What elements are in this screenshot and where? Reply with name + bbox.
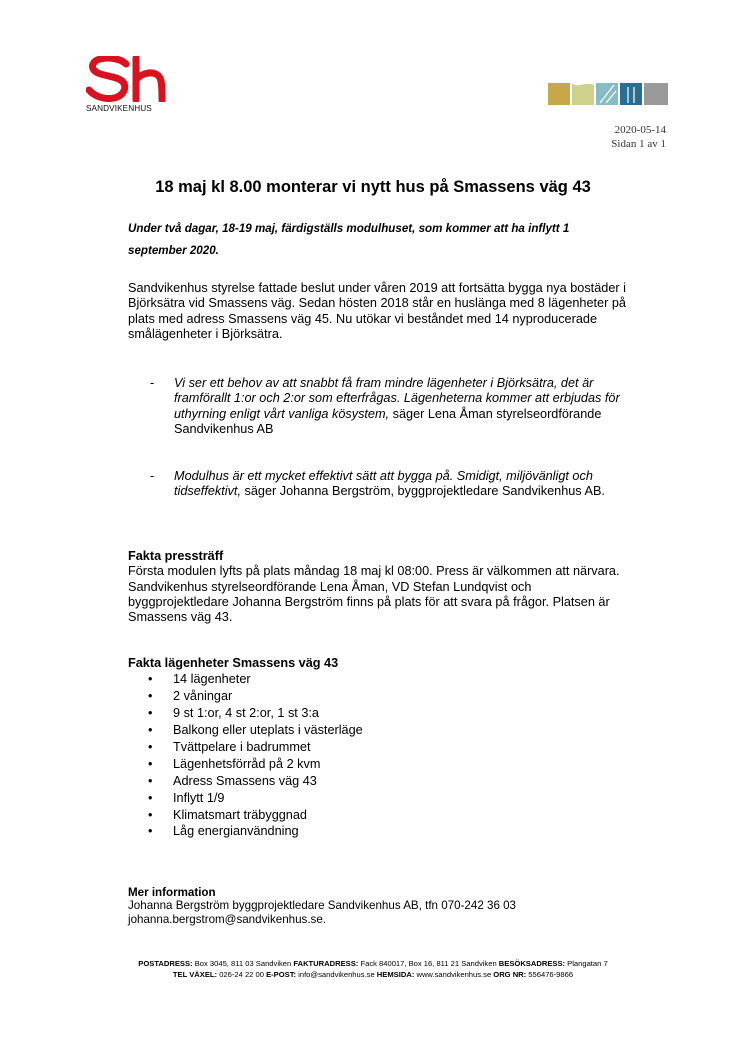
strip-block-gray bbox=[644, 83, 668, 105]
press-section bbox=[128, 549, 628, 625]
quote-dash: - bbox=[150, 376, 155, 390]
email-label: E-POST: bbox=[266, 970, 297, 979]
list-item: • Adress Smassens väg 43 bbox=[128, 773, 628, 790]
page-number: Sidan 1 av 1 bbox=[611, 138, 666, 150]
footer bbox=[0, 958, 746, 980]
quote-lena-aman bbox=[150, 376, 630, 437]
body-paragraph: Sandvikenhus styrelse fattade beslut under våren 2019 att fortsätta bygga nya bostäder i Björksätra vid Smassens väg. Sedan hösten 2018 står en huslänga med 8 lägenheter på plats med adress Smassens väg 45. Nu utökar vi beståndet med 14 nyproducerade smålägenheter i Björksätra. bbox=[128, 281, 626, 341]
brand-color-strip bbox=[548, 79, 668, 105]
more-info-heading: Mer information bbox=[128, 886, 216, 899]
list-item: • 9 st 1:or, 4 st 2:or, 1 st 3:a bbox=[128, 705, 628, 722]
postal-address: Box 3045, 811 03 Sandviken bbox=[192, 959, 294, 968]
press-text: Första modulen lyfts på plats måndag 18 maj kl 08:00. Press är välkommen att närvara. Sandvikenhus styrelseordförande Lena Åman, VD Stefan Lundqvist och byggprojektledare Johanna Bergström finns på plats för att svara på frågor. Platsen är Smassens väg 43. bbox=[128, 564, 620, 625]
footer-line-2 bbox=[0, 969, 746, 980]
list-item: • Klimatsmart träbyggnad bbox=[128, 807, 628, 824]
more-info-section bbox=[128, 886, 628, 926]
document-date: 2020-05-14 bbox=[614, 124, 666, 136]
press-heading: Fakta pressträff bbox=[128, 549, 224, 563]
logo-wordmark: SANDVIKENHUS bbox=[86, 104, 152, 113]
quote-attribution: säger Lena Åman styrelseordförande Sandvikenhus AB bbox=[174, 406, 602, 436]
email-address: info@sandvikenhus.se bbox=[296, 970, 377, 979]
org-label: ORG NR: bbox=[493, 970, 527, 979]
footer-line-1 bbox=[0, 958, 746, 969]
facts-list bbox=[128, 671, 628, 840]
list-item: • 14 lägenheter bbox=[128, 671, 628, 688]
list-item: • Låg energianvändning bbox=[128, 823, 628, 840]
org-number: 556476-9866 bbox=[526, 970, 574, 979]
phone-label: TEL VÄXEL: bbox=[172, 970, 218, 979]
postal-label: POSTADRESS: bbox=[138, 959, 193, 968]
quote-text: Vi ser ett behov av att snabbt få fram mindre lägenheter i Björksätra, det är framförallt 1:or och 2:or som efterfrågas. Lägenheterna kommer att erbjudas för uthyrning enligt vårt vanliga kösystem, bbox=[174, 376, 620, 421]
strip-block-olive bbox=[572, 83, 594, 105]
strip-block-gold bbox=[548, 83, 570, 105]
web-label: HEMSIDA: bbox=[376, 970, 415, 979]
list-item: • 2 våningar bbox=[128, 688, 628, 705]
contact-email: johanna.bergstrom@sandvikenhus.se. bbox=[128, 912, 327, 926]
invoice-address: Fack 840017, Box 16, 811 21 Sandviken bbox=[358, 959, 499, 968]
strip-block-blue bbox=[620, 83, 642, 105]
date-block bbox=[611, 123, 666, 151]
quote-dash: - bbox=[150, 469, 155, 483]
quote-attribution: säger Johanna Bergström, byggprojektledare Sandvikenhus AB. bbox=[241, 484, 605, 499]
sh-logo-mark bbox=[86, 56, 176, 102]
visit-address: Plangatan 7 bbox=[565, 959, 608, 968]
quote-johanna-bergstrom bbox=[150, 469, 630, 500]
document-title: 18 maj kl 8.00 monterar vi nytt hus på Smassens väg 43 bbox=[155, 178, 591, 196]
quote-text: Modulhus är ett mycket effektivt sätt att bygga på. Smidigt, miljövänligt och tidseffektivt, bbox=[174, 469, 593, 499]
sandvikenhus-logo bbox=[86, 56, 176, 118]
visit-label: BESÖKSADRESS: bbox=[498, 959, 566, 968]
facts-heading: Fakta lägenheter Smassens väg 43 bbox=[128, 656, 339, 670]
invoice-label: FAKTURADRESS: bbox=[293, 959, 359, 968]
list-item: • Inflytt 1/9 bbox=[128, 790, 628, 807]
list-item: • Tvättpelare i badrummet bbox=[128, 739, 628, 756]
phone-number: 026-24 22 00 bbox=[217, 970, 267, 979]
ingress-paragraph: Under två dagar, 18-19 maj, färdigställs modulhuset, som kommer att ha inflytt 1 september 2020. bbox=[128, 222, 570, 257]
list-item: • Balkong eller uteplats i västerläge bbox=[128, 722, 628, 739]
web-address: www.sandvikenhus.se bbox=[414, 970, 494, 979]
facts-section bbox=[128, 656, 628, 840]
contact-line: Johanna Bergström byggprojektledare Sandvikenhus AB, tfn 070-242 36 03 bbox=[128, 899, 517, 913]
list-item: • Lägenhetsförråd på 2 kvm bbox=[128, 756, 628, 773]
